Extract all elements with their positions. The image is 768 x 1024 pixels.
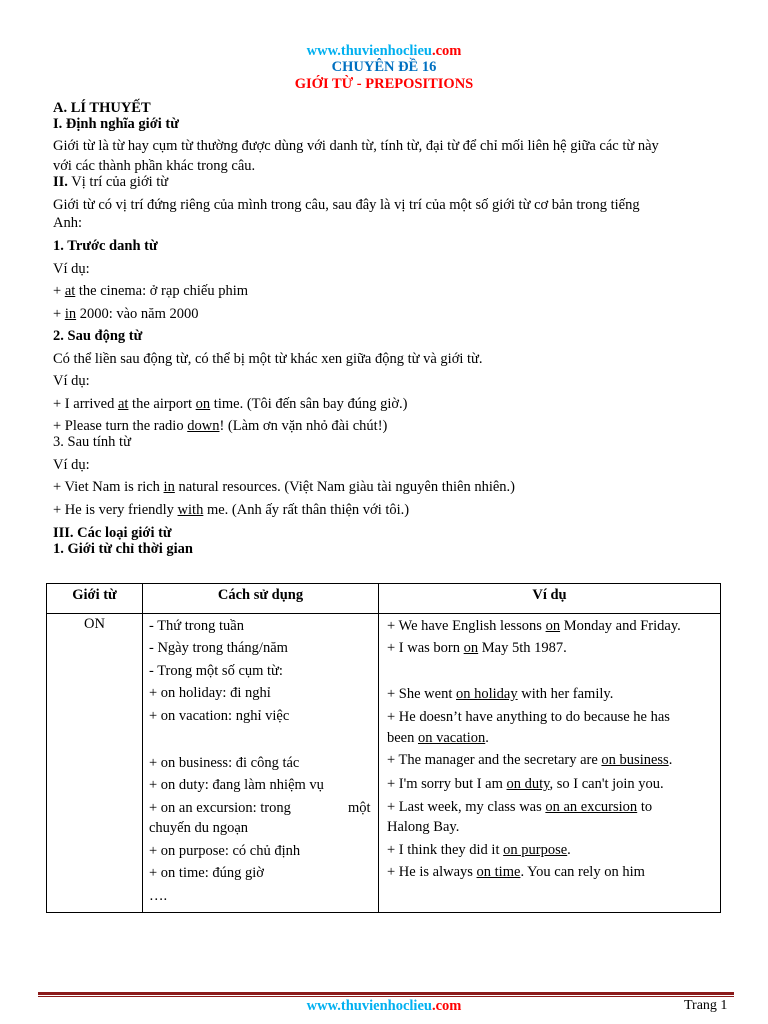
page-number: Trang 1 <box>684 998 728 1013</box>
site-name: www.thuvienhoclieu <box>306 998 432 1014</box>
example-line: + I'm sorry but I am on duty, so I can't join you. <box>387 776 664 792</box>
usage-line: …. <box>149 888 168 904</box>
example-line: + Please turn the radio down! (Làm ơn vặn nhỏ đài chút!) <box>53 418 388 434</box>
example-label: Ví dụ: <box>53 261 90 277</box>
preposition-on: ON <box>84 616 105 632</box>
preposition-cell <box>47 614 143 913</box>
section-1-heading: I. Định nghĩa giới từ <box>53 116 179 132</box>
preposition-underlined: at <box>64 283 76 299</box>
section-2-heading <box>53 172 713 192</box>
site-tld: .com <box>431 998 462 1014</box>
usage-line: chuyến du ngoạn <box>149 820 249 836</box>
definition-line-2: với các thành phần khác trong câu. <box>53 158 256 174</box>
header-site-link[interactable] <box>0 43 768 60</box>
point-3-heading: 3. Sau tính từ <box>53 434 131 450</box>
preposition-underlined: on <box>195 396 211 412</box>
section-3-heading: III. Các loại giới từ <box>53 525 172 541</box>
example-line: + in 2000: vào năm 2000 <box>53 306 199 322</box>
examples-cell <box>379 614 721 913</box>
usage-cell <box>143 614 379 913</box>
definition-line-1: Giới từ là từ hay cụm từ thường được dùng với danh từ, tính từ, đại từ để chỉ mối liên hệ giữa các từ này <box>53 138 659 154</box>
usage-line: + on time: đúng giờ <box>149 865 264 881</box>
section-2-number: II. <box>53 174 68 190</box>
usage-line: + on holiday: đi nghỉ <box>149 685 271 701</box>
usage-line: một <box>348 800 371 816</box>
header-cell: Cách sử dụng <box>143 584 379 614</box>
page-title: GIỚI TỪ - PREPOSITIONS <box>294 76 474 92</box>
usage-line: - Ngày trong tháng/năm <box>149 640 288 656</box>
footer-divider-thin <box>38 996 734 997</box>
topic-heading: CHUYÊN ĐỀ 16 <box>331 59 437 75</box>
example-line: + I think they did it on purpose. <box>387 842 571 858</box>
usage-line: - Trong một số cụm từ: <box>149 663 283 679</box>
usage-line: + on an excursion: trong <box>149 800 291 816</box>
usage-line: + on business: đi công tác <box>149 755 300 771</box>
preposition-underlined: with <box>177 502 204 518</box>
usage-line: + on duty: đang làm nhiệm vụ <box>149 777 324 793</box>
position-line-1: Giới từ có vị trí đứng riêng của mình trong câu, sau đây là vị trí của một số giới từ cơ bản trong tiếng <box>53 197 640 213</box>
preposition-underlined: down <box>187 418 220 434</box>
usage-line: + on vacation: nghỉ việc <box>149 708 290 724</box>
example-line: + Viet Nam is rich in natural resources. (Việt Nam giàu tài nguyên thiên nhiên.) <box>53 479 515 495</box>
footer-site-link[interactable] <box>0 998 768 1015</box>
example-line: + He doesn’t have anything to do because he has <box>387 709 670 725</box>
header-cell: Ví dụ <box>379 584 721 614</box>
section-3-subheading: 1. Giới từ chỉ thời gian <box>53 541 193 557</box>
example-line: + I was born on May 5th 1987. <box>387 640 567 656</box>
point-1-heading: 1. Trước danh từ <box>53 238 158 254</box>
example-line: + He is very friendly with me. (Anh ấy rất thân thiện với tôi.) <box>53 502 410 518</box>
example-line: + at the cinema: ở rạp chiếu phim <box>53 283 249 299</box>
example-line: + The manager and the secretary are on business. <box>387 752 673 768</box>
point-2-description: Có thể liền sau động từ, có thể bị một từ khác xen giữa động từ và giới từ. <box>53 351 483 367</box>
time-prepositions-table <box>46 583 721 913</box>
section-a-heading: A. LÍ THUYẾT <box>53 100 151 116</box>
table-header-row <box>47 584 721 614</box>
example-label: Ví dụ: <box>53 373 90 389</box>
usage-line: + on purpose: có chủ định <box>149 843 301 859</box>
position-line-2: Anh: <box>53 215 82 231</box>
header-cell: Giới từ <box>47 584 143 614</box>
site-name: www.thuvienhoclieu <box>306 43 432 59</box>
preposition-underlined: in <box>163 479 175 495</box>
example-line: + I arrived at the airport on time. (Tôi đến sân bay đúng giờ.) <box>53 396 408 412</box>
example-line: + Last week, my class was on an excursion to <box>387 799 653 815</box>
point-2-heading: 2. Sau động từ <box>53 328 143 344</box>
example-line: been on vacation. <box>387 730 489 746</box>
preposition-underlined: at <box>117 396 129 412</box>
table-row <box>47 614 721 913</box>
example-line: + She went on holiday with her family. <box>387 686 614 702</box>
example-line: + We have English lessons on Monday and Friday. <box>387 618 681 634</box>
example-line: Halong Bay. <box>387 819 460 835</box>
usage-line: - Thứ trong tuần <box>149 618 244 634</box>
example-label: Ví dụ: <box>53 457 90 473</box>
section-2-title: Vị trí của giới từ <box>67 174 169 190</box>
footer-divider <box>38 992 734 995</box>
site-tld: .com <box>431 43 462 59</box>
example-line: + He is always on time. You can rely on him <box>387 864 645 880</box>
preposition-underlined: in <box>64 306 77 322</box>
